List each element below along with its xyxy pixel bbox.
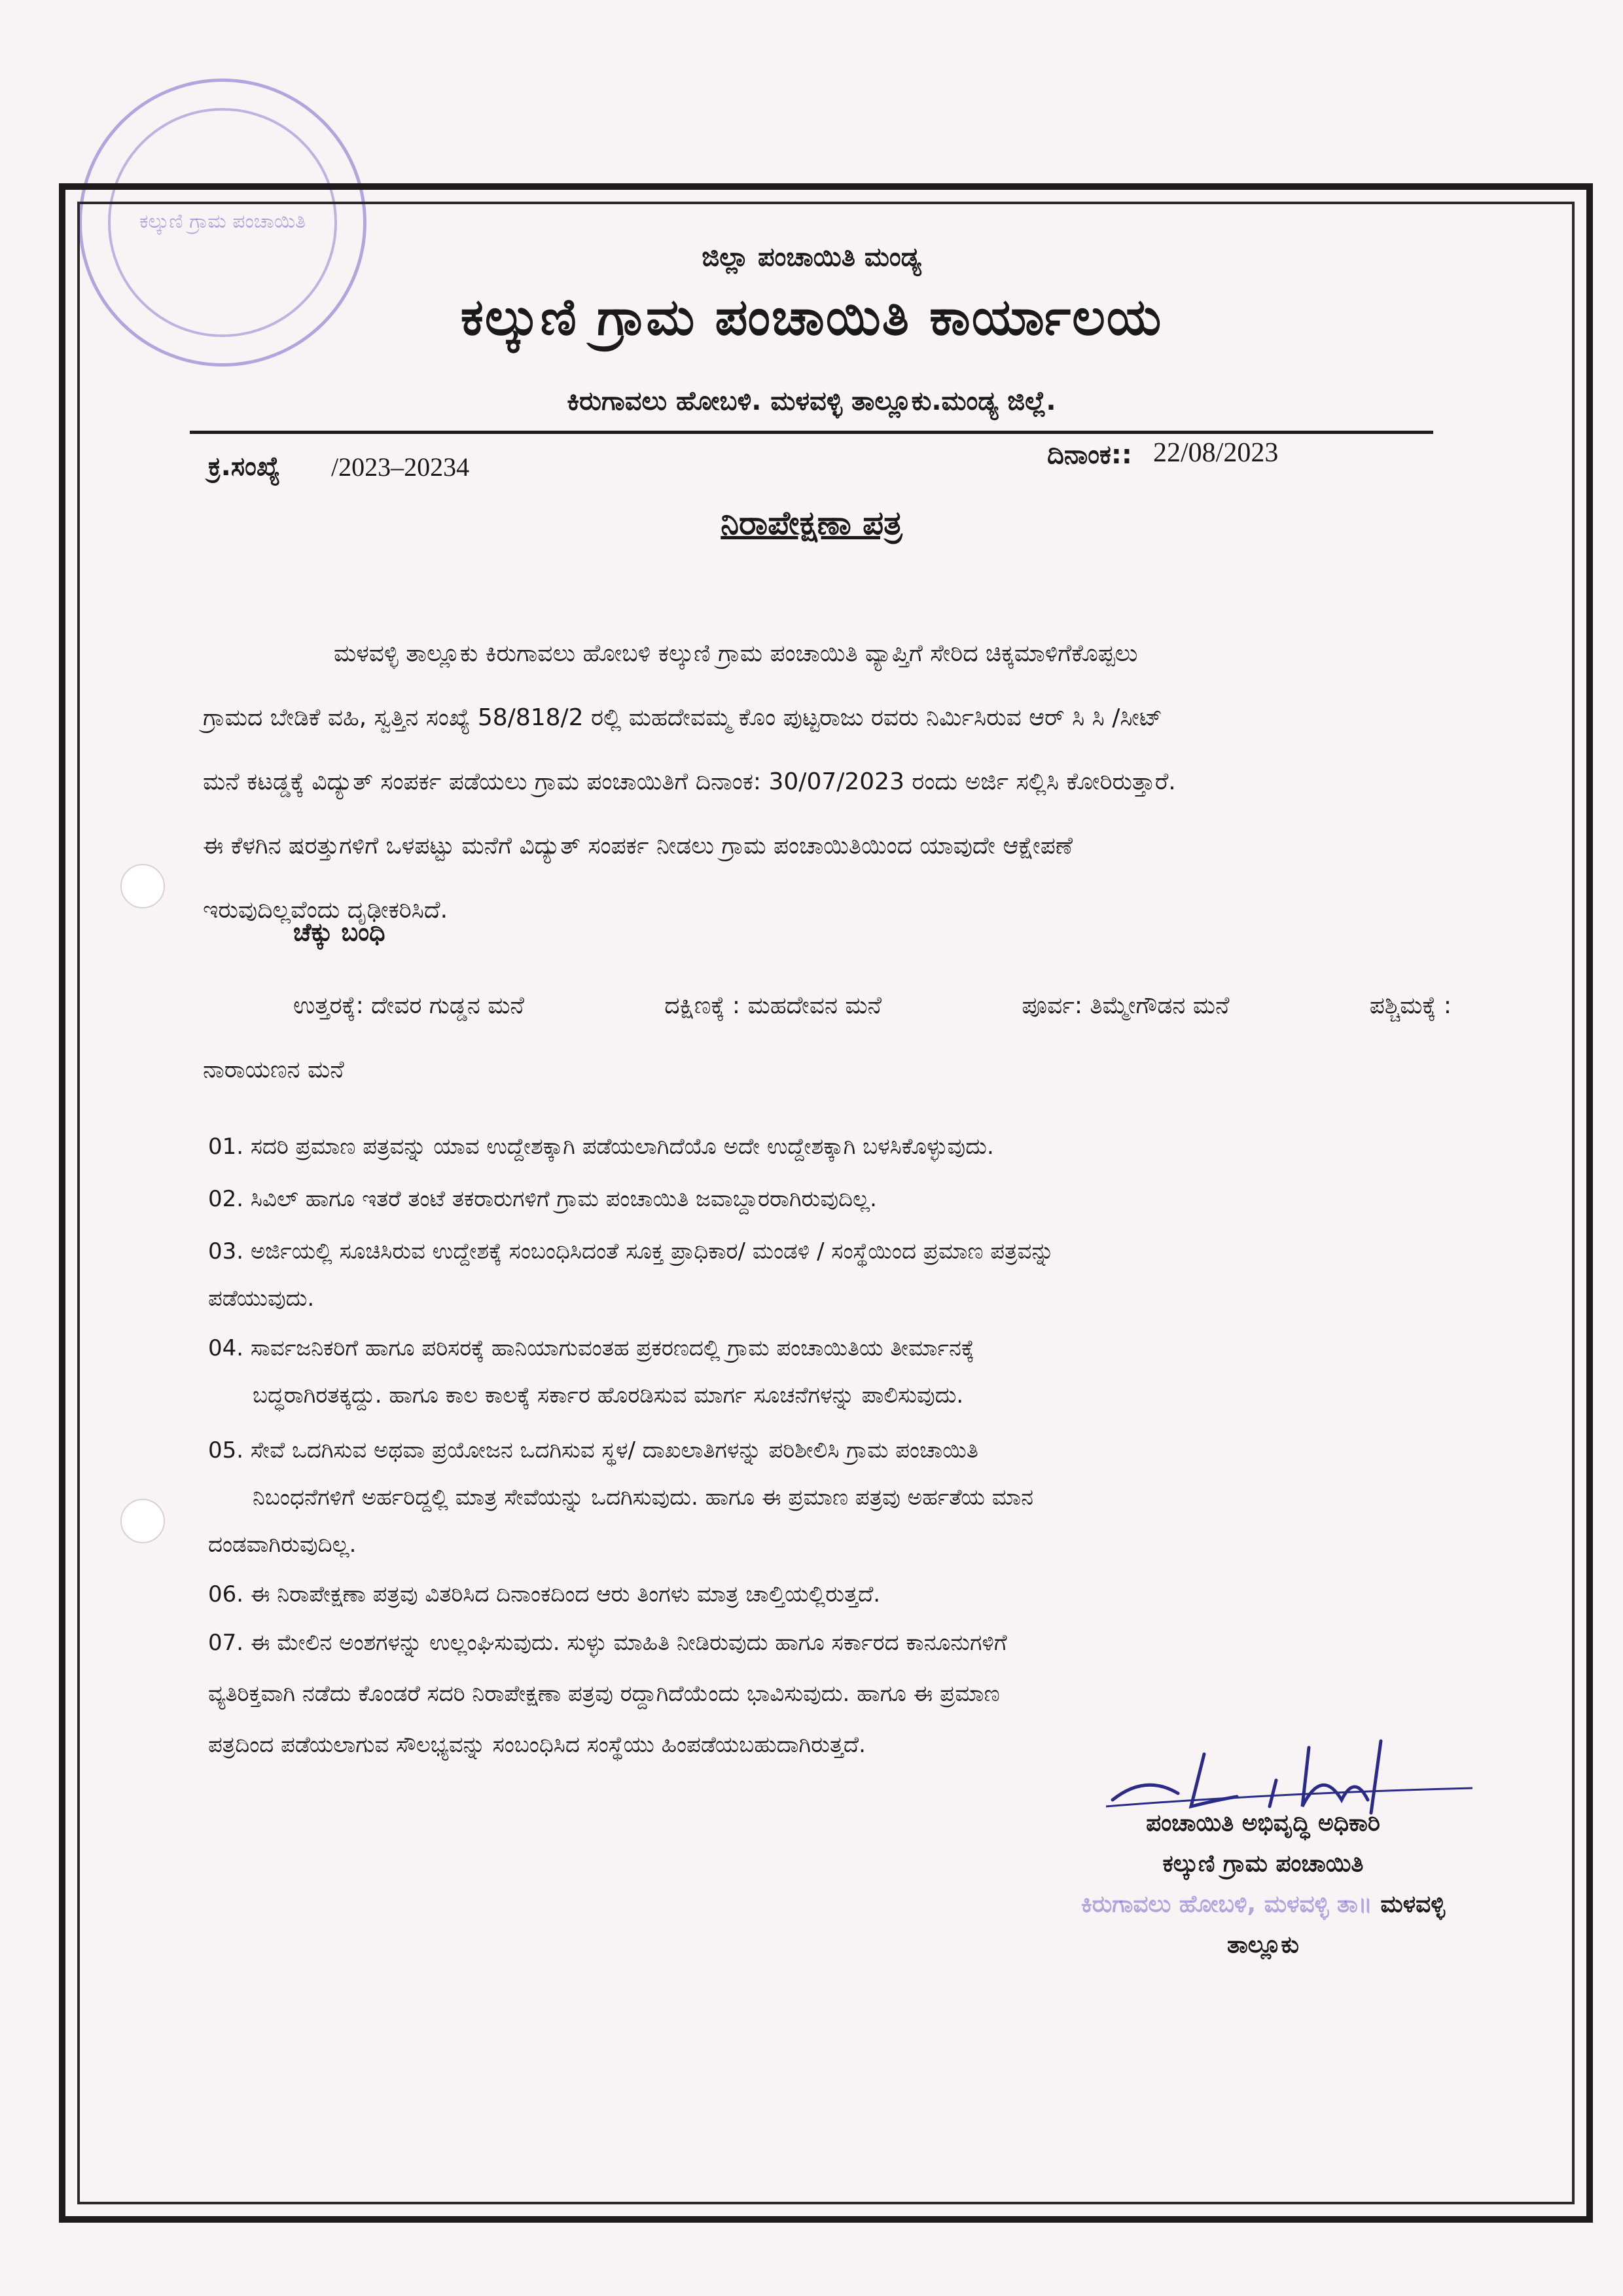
condition-line: ನಿಬಂಧನೆಗಳಿಗೆ ಅರ್ಹರಿದ್ದಲ್ಲಿ ಮಾತ್ರ ಸೇವೆಯನ್ನು ಒದಗಿಸುವುದು. ಹಾಗೂ ಈ ಪ್ರಮಾಣ ಪತ್ರವು ಅರ್ಹತೆಯ ಮಾನ	[253, 1484, 1034, 1511]
condition-line: 01. ಸದರಿ ಪ್ರಮಾಣ ಪತ್ರವನ್ನು ಯಾವ ಉದ್ದೇಶಕ್ಕಾಗಿ ಪಡೆಯಲಾಗಿದೆಯೊ ಅದೇ ಉದ್ದೇಶಕ್ಕಾಗಿ ಬಳಸಿಕೊಳ್ಳುವುದು.	[208, 1134, 994, 1160]
boundary-heading: ಚೆಕ್ಕು ಬಂಧಿ	[293, 918, 385, 946]
signatory-designation: ಪಂಚಾಯಿತಿ ಅಭಿವೃದ್ಧಿ ಅಧಿಕಾರಿ	[1146, 1810, 1380, 1837]
condition-line: 02. ಸಿವಿಲ್ ಹಾಗೂ ಇತರೆ ತಂಟೆ ತಕರಾರುಗಳಿಗೆ ಗ್ರಾಮ ಪಂಚಾಯಿತಿ ಜವಾಬ್ದಾರರಾಗಿರುವುದಿಲ್ಲ.	[208, 1186, 877, 1212]
condition-line: ದಂಡವಾಗಿರುವುದಿಲ್ಲ.	[208, 1532, 357, 1558]
body-line-2: ಗ್ರಾಮದ ಬೇಡಿಕೆ ವಹಿ, ಸ್ವತ್ತಿನ ಸಂಖ್ಯೆ 58/818/2 ರಲ್ಲಿ ಮಹದೇವಮ್ಮ ಕೊಂ ಪುಟ್ಟರಾಜು ರವರು ನಿರ್ಮಿಸಿರುವ ಆರ್ ಸಿ ಸಿ /ಸೀಟ್	[203, 704, 1163, 731]
condition-line: ಬದ್ಧರಾಗಿರತಕ್ಕದ್ದು. ಹಾಗೂ ಕಾಲ ಕಾಲಕ್ಕೆ ಸರ್ಕಾರ ಹೊರಡಿಸುವ ಮಾರ್ಗ ಸೂಚನೆಗಳನ್ನು ಪಾಲಿಸುವುದು.	[253, 1382, 964, 1408]
date-label: ದಿನಾಂಕ::	[1047, 440, 1132, 470]
condition-line: 06. ಈ ನಿರಾಪೇಕ್ಷಣಾ ಪತ್ರವು ವಿತರಿಸಿದ ದಿನಾಂಕದಿಂದ ಆರು ತಿಂಗಳು ಮಾತ್ರ ಚಾಲ್ತಿಯಲ್ಲಿರುತ್ತದೆ.	[208, 1581, 881, 1607]
date-value: 22/08/2023	[1153, 438, 1279, 468]
condition-line: 07. ಈ ಮೇಲಿನ ಅಂಶಗಳನ್ನು ಉಲ್ಲಂಘಿಸುವುದು. ಸುಳ್ಳು ಮಾಹಿತಿ ನೀಡಿರುವುದು ಹಾಗೂ ಸರ್ಕಾರದ ಕಾನೂನುಗಳಿಗೆ	[208, 1630, 1007, 1656]
stamp-lettering: ಕಲ್ಕುಣಿ ಗ್ರಾಮ ಪಂಚಾಯಿತಿ	[139, 210, 306, 233]
punch-hole-upper	[120, 864, 165, 908]
condition-line: ಪತ್ರದಿಂದ ಪಡೆಯಲಾಗುವ ಸೌಲಭ್ಯವನ್ನು ಸಂಬಂಧಿಸಿದ ಸಂಸ್ಥೆಯು ಹಿಂಪಡೆಯಬಹುದಾಗಿರುತ್ತದೆ.	[208, 1732, 866, 1758]
condition-line: 04. ಸಾರ್ವಜನಿಕರಿಗೆ ಹಾಗೂ ಪರಿಸರಕ್ಕೆ ಹಾನಿಯಾಗುವಂತಹ ಪ್ರಕರಣದಲ್ಲಿ ಗ್ರಾಮ ಪಂಚಾಯಿತಿಯ ತೀರ್ಮಾನಕ್ಕೆ	[208, 1335, 974, 1361]
reference-number-value: /2023–20234	[331, 452, 470, 482]
signatory-block	[1060, 1803, 1466, 1965]
signatory-panchayat: ಕಲ್ಕುಣಿ ಗ್ರಾಮ ಪಂಚಾಯಿತಿ	[1162, 1850, 1364, 1877]
signatory-taluk: ಕಿರುಗಾವಲು ಹೋಬಳಿ, ಮಳವಳ್ಳಿ ತಾ॥ ಮಳವಳ್ಳಿ ತಾಲ್ಲೂಕು	[1080, 1891, 1446, 1958]
punch-hole-lower	[120, 1499, 165, 1543]
header-divider	[190, 431, 1433, 434]
body-line-4: ಈ ಕೆಳಗಿನ ಷರತ್ತುಗಳಿಗೆ ಒಳಪಟ್ಟು ಮನೆಗೆ ವಿದ್ಯುತ್ ಸಂಪರ್ಕ ನೀಡಲು ಗ್ರಾಮ ಪಂಚಾಯಿತಿಯಿಂದ ಯಾವುದೇ ಆಕ್ಷೇಪಣೆ	[203, 833, 1073, 859]
document-title: ನಿರಾಪೇಕ್ಷಣಾ ಪತ್ರ	[721, 504, 902, 542]
reference-number-label: ಕ್ರ.ಸಂಖ್ಯೆ	[208, 452, 281, 482]
boundary-south: ದಕ್ಷಿಣಕ್ಕೆ : ಮಹದೇವನ ಮನೆ	[664, 992, 882, 1019]
office-title: ಕಲ್ಕುಣಿ ಗ್ರಾಮ ಪಂಚಾಯಿತಿ ಕಾರ್ಯಾಲಯ	[460, 288, 1163, 347]
body-line-3: ಮನೆ ಕಟಡ್ಡಕ್ಕೆ ವಿದ್ಯುತ್ ಸಂಪರ್ಕ ಪಡೆಯಲು ಗ್ರಾಮ ಪಂಚಾಯಿತಿಗೆ ದಿನಾಂಕ: 30/07/2023 ರಂದು ಅರ್ಜಿ ಸಲ್ಲಿಸಿ ಕೋರಿರುತ್ತಾರೆ.	[203, 768, 1176, 795]
body-line-5: ಇರುವುದಿಲ್ಲವೆಂದು ದೃಢೀಕರಿಸಿದೆ.	[203, 897, 448, 924]
district-heading: ಜಿಲ್ಲಾ ಪಂಚಾಯಿತಿ ಮಂಡ್ಯ	[702, 242, 921, 272]
body-line-1: ಮಳವಳ್ಳಿ ತಾಲ್ಲೂಕು ಕಿರುಗಾವಲು ಹೋಬಳಿ ಕಲ್ಕುಣಿ ಗ್ರಾಮ ಪಂಚಾಯಿತಿ ವ್ಯಾಪ್ತಿಗೆ ಸೇರಿದ ಚಿಕ್ಕಮಾಳಿಗೆಕೊಪ್ಪಲು	[334, 640, 1138, 667]
boundary-list	[293, 992, 1452, 1020]
boundary-west-value: ನಾರಾಯಣನ ಮನೆ	[203, 1056, 344, 1083]
body-paragraph	[203, 622, 1446, 942]
condition-line: ವ್ಯತಿರಿಕ್ತವಾಗಿ ನಡೆದು ಕೊಂಡರೆ ಸದರಿ ನಿರಾಪೇಕ್ಷಣಾ ಪತ್ರವು ರದ್ದಾಗಿದೆಯೆಂದು ಭಾವಿಸುವುದು. ಹಾಗೂ ಈ ಪ್ರಮಾಣ	[208, 1681, 1000, 1707]
office-address: ಕಿರುಗಾವಲು ಹೋಬಳಿ. ಮಳವಳ್ಳಿ ತಾಲ್ಲೂಕು.ಮಂಡ್ಯ ಜಿಲ್ಲೆ.	[567, 386, 1056, 416]
boundary-north: ಉತ್ತರಕ್ಕೆ: ದೇವರ ಗುಡ್ಡನ ಮನೆ	[293, 992, 524, 1019]
boundary-west-label: ಪಶ್ಚಿಮಕ್ಕೆ :	[1369, 992, 1452, 1019]
boundary-east: ಪೂರ್ವ: ತಿಮ್ಮೇಗೌಡನ ಮನೆ	[1022, 992, 1230, 1019]
condition-line: 05. ಸೇವೆ ಒದಗಿಸುವ ಅಥವಾ ಪ್ರಯೋಜನ ಒದಗಿಸುವ ಸ್ಥಳ/ ದಾಖಲಾತಿಗಳನ್ನು ಪರಿಶೀಲಿಸಿ ಗ್ರಾಮ ಪಂಚಾಯಿತಿ	[208, 1437, 978, 1463]
condition-line: ಪಡೆಯುವುದು.	[208, 1285, 315, 1312]
condition-line: 03. ಅರ್ಜಿಯಲ್ಲಿ ಸೂಚಿಸಿರುವ ಉದ್ದೇಶಕ್ಕೆ ಸಂಬಂಧಿಸಿದಂತೆ ಸೂಕ್ತ ಪ್ರಾಧಿಕಾರ/ ಮಂಡಳಿ / ಸಂಸ್ಥೆಯಿಂದ ಪ್ರಮಾಣ ಪತ್ರವನ್ನು	[208, 1238, 1054, 1265]
seal-text: ಕಿರುಗಾವಲು ಹೋಬಳಿ, ಮಳವಳ್ಳಿ ತಾ॥	[1080, 1891, 1372, 1918]
